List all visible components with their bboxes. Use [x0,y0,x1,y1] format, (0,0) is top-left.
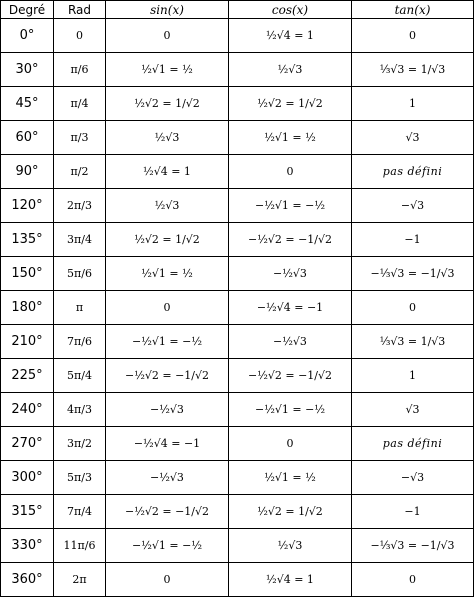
table-row [1,563,474,597]
cell-deg: 240° [1,393,54,427]
cell-tan: pas défini [352,155,474,189]
cell-cos: ½√1 = ½ [229,461,352,495]
cell-tan: −⅓√3 = −1/√3 [352,529,474,563]
cell-cos: −½√3 [229,257,352,291]
cell-sin: −½√4 = −1 [106,427,229,461]
cell-tan: −√3 [352,189,474,223]
table-row [1,325,474,359]
cell-rad: π/4 [54,87,106,121]
cell-sin: −½√2 = −1/√2 [106,495,229,529]
table-row [1,257,474,291]
cell-sin: −½√2 = −1/√2 [106,359,229,393]
cell-deg: 60° [1,121,54,155]
cell-sin: 0 [106,291,229,325]
cell-sin: ½√2 = 1/√2 [106,87,229,121]
cell-rad: 3π/4 [54,223,106,257]
cell-tan: −⅓√3 = −1/√3 [352,257,474,291]
cell-rad: π/2 [54,155,106,189]
cell-sin: −½√1 = −½ [106,529,229,563]
cell-cos: −½√2 = −1/√2 [229,223,352,257]
cell-cos: ½√2 = 1/√2 [229,495,352,529]
cell-deg: 315° [1,495,54,529]
cell-rad: 3π/2 [54,427,106,461]
cell-tan: −1 [352,495,474,529]
cell-deg: 330° [1,529,54,563]
cell-sin: ½√2 = 1/√2 [106,223,229,257]
cell-sin: ½√4 = 1 [106,155,229,189]
cell-deg: 270° [1,427,54,461]
cell-cos: ½√2 = 1/√2 [229,87,352,121]
cell-cos: −½√4 = −1 [229,291,352,325]
cell-tan: 1 [352,359,474,393]
cell-sin: −½√1 = −½ [106,325,229,359]
header-tan: tan(x) [352,1,474,19]
cell-rad: π/6 [54,53,106,87]
cell-sin: −½√3 [106,461,229,495]
cell-deg: 225° [1,359,54,393]
cell-cos: −½√3 [229,325,352,359]
table-row [1,461,474,495]
cell-cos: −½√2 = −1/√2 [229,359,352,393]
table-row [1,223,474,257]
cell-rad: 5π/6 [54,257,106,291]
cell-deg: 180° [1,291,54,325]
cell-sin: ½√3 [106,189,229,223]
cell-deg: 150° [1,257,54,291]
cell-cos: ½√3 [229,53,352,87]
cell-deg: 45° [1,87,54,121]
cell-rad: 4π/3 [54,393,106,427]
table-row [1,19,474,53]
cell-deg: 0° [1,19,54,53]
cell-tan: 0 [352,19,474,53]
cell-cos: −½√1 = −½ [229,189,352,223]
cell-rad: 7π/6 [54,325,106,359]
cell-tan: ⅓√3 = 1/√3 [352,325,474,359]
cell-cos: 0 [229,155,352,189]
cell-rad: 11π/6 [54,529,106,563]
cell-rad: π/3 [54,121,106,155]
cell-rad: 7π/4 [54,495,106,529]
cell-deg: 30° [1,53,54,87]
header-row [1,1,474,19]
cell-tan: 0 [352,563,474,597]
table-row [1,155,474,189]
table-row [1,529,474,563]
cell-deg: 360° [1,563,54,597]
table-row [1,87,474,121]
cell-tan: 1 [352,87,474,121]
header-degree: Degré [1,1,54,19]
cell-sin: 0 [106,19,229,53]
cell-rad: 5π/3 [54,461,106,495]
cell-tan: −1 [352,223,474,257]
cell-rad: 2π/3 [54,189,106,223]
table-row [1,393,474,427]
cell-deg: 90° [1,155,54,189]
cell-deg: 135° [1,223,54,257]
cell-sin: ½√3 [106,121,229,155]
cell-deg: 300° [1,461,54,495]
header-rad: Rad [54,1,106,19]
table-row [1,359,474,393]
cell-tan: −√3 [352,461,474,495]
cell-cos: ½√4 = 1 [229,19,352,53]
cell-cos: ½√3 [229,529,352,563]
cell-sin: 0 [106,563,229,597]
cell-deg: 210° [1,325,54,359]
table-row [1,291,474,325]
cell-rad: 2π [54,563,106,597]
header-cos: cos(x) [229,1,352,19]
cell-sin: ½√1 = ½ [106,53,229,87]
cell-rad: 0 [54,19,106,53]
table-body [1,19,474,597]
cell-tan: 0 [352,291,474,325]
cell-sin: −½√3 [106,393,229,427]
cell-tan: √3 [352,121,474,155]
cell-cos: −½√1 = −½ [229,393,352,427]
cell-deg: 120° [1,189,54,223]
cell-tan: ⅓√3 = 1/√3 [352,53,474,87]
table-row [1,189,474,223]
cell-cos: 0 [229,427,352,461]
table-row [1,53,474,87]
table-row [1,121,474,155]
cell-sin: ½√1 = ½ [106,257,229,291]
table-row [1,495,474,529]
cell-rad: 5π/4 [54,359,106,393]
cell-cos: ½√4 = 1 [229,563,352,597]
cell-tan: pas défini [352,427,474,461]
cell-tan: √3 [352,393,474,427]
cell-cos: ½√1 = ½ [229,121,352,155]
header-sin: sin(x) [106,1,229,19]
table-row [1,427,474,461]
cell-rad: π [54,291,106,325]
